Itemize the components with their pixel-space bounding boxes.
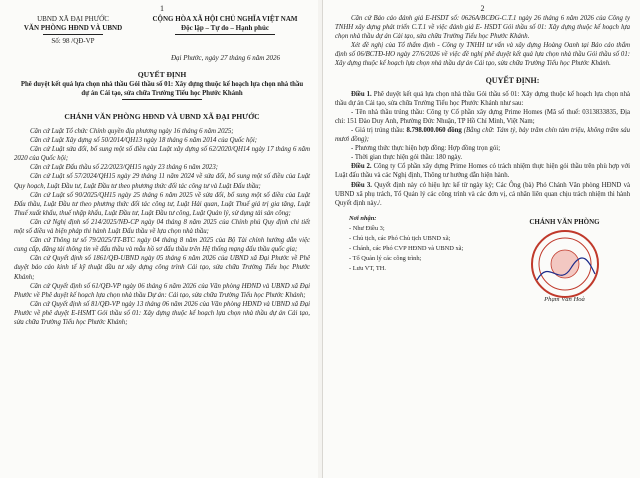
recipient-item: - Như Điều 3; [349,224,385,232]
issuing-authority: CHÁNH VĂN PHÒNG HĐND VÀ UBND XÃ ĐẠI PHƯỚC [64,112,260,121]
page-number: 1 [160,4,164,13]
doc-number: Số: 98 /QĐ-VP [51,37,95,45]
article-3 [335,181,630,208]
article-label: Điều 2. [351,163,372,171]
winner-info: - Tên nhà thầu trúng thầu: Công ty Cổ phần xây dựng Prime Homes (Mã số thuế: 0313833835, Địa chỉ: 151 Đào Duy Anh, Phường Đức Nhuận, TP Hồ Chí Minh, Việt Nam; [335,108,630,125]
article-text: Quyết định này có hiệu lực kể từ ngày ký; Các Ông (bà) Phó Chánh Văn phòng HĐND và UBND xã phụ trách, Tổ Quản lý các công trình và các đơn vị, cá nhân liên quan chịu trách nhiệm thi hành Quyết định này./. [335,181,630,207]
article-1 [335,90,630,108]
recipient-item: - Tổ Quản lý các công trình; [349,254,422,262]
recipient-item: - Chủ tịch, các Phó Chủ tịch UBND xã; [349,234,451,242]
signature-block [335,214,630,303]
legal-basis-item: Căn cứ Luật số 57/2024/QH15 ngày 29 tháng 11 năm 2024 về sửa đổi, bổ sung một số điều của Luật Quy hoạch, Luật Đầu tư, Luật Đầu tư theo phương thức đối tác công tư và Luật Đấu thầu; [14,173,310,190]
motto: Độc lập – Tự do – Hạnh phúc [181,24,269,32]
signer [499,214,630,303]
price-words: (Bằng chữ: Tám tỷ, bảy trăm chín tám triệu, không trăm sáu mươi đồng); [335,126,631,144]
article-text: Công ty Cổ phần xây dựng Prime Homes có trách nhiệm thực hiện gói thầu trên phù hợp với Luật đấu thầu và các Nghị định, Thông tư hướng dẫn hiện hành. [335,163,630,180]
duration: - Thời gian thực hiện gói thầu: 180 ngày. [351,154,463,162]
legal-basis-item: Căn cứ Nghị định số 214/2025/NĐ-CP ngày 04 tháng 8 năm 2025 của Chính phủ Quy định chi tiết một số điều và biện pháp thi hành Luật Đấu thầu về lựa chọn nhà thầu; [14,218,310,236]
recipient-item: - Lưu VT, TH. [349,264,387,272]
legal-basis-item: Căn cứ Luật số 90/2025/QH15 ngày 25 tháng 6 năm 2025 về sửa đổi, bổ sung một số điều của Luật Đấu thầu, Luật Đầu tư theo phương thức đối tác công tư, Luật Hải quan, Luật Thuế giá trị gia tăng, Luật Thuế xuất khẩu, thuế nhập khẩu, Luật Đầu tư, Luật Đầu tư công, Luật Quản lý, sử dụng tài sản công; [14,191,310,217]
contract-price [335,126,630,144]
divider [122,99,202,100]
recipient-item: - Chánh, các Phó CVP HĐND và UBND xã; [349,244,464,252]
recipients [335,214,499,303]
article-label: Điều 1. [351,90,372,98]
org-parent: UBND XÃ ĐẠI PHƯỚC [37,15,109,23]
legal-basis-item: Xét đề nghị của Tổ thẩm định - Công ty TNHH tư vấn và xây dựng Hoàng Oanh tại Báo cáo thẩm định số 06/BCTĐ-HO ngày 27/6/2026 về việc đề nghị phê duyệt kết quả lựa chọn nhà thầu Gói thầu số 01: Xây dựng thuộc kế hoạch lựa chọn nhà thầu dự án Cải tạo, sửa chữa Trường Tiểu học Phước Khánh. [335,42,630,68]
article-text: Phê duyệt kết quả lựa chọn nhà thầu Gói thầu số 01: Xây dựng thuộc kế hoạch lựa chọn nhà thầu dự án Cải tạo, sửa chữa Trường Tiểu học Phước Khánh như sau: [335,90,630,107]
issue-date: Đại Phước, ngày 27 tháng 6 năm 2026 [170,54,280,62]
legal-bases [14,127,310,327]
doc-subject: Phê duyệt kết quả lựa chọn nhà thầu Gói thầu số 01: Xây dựng thuộc kế hoạch lựa chọn nhà thầu dự án Cải tạo, sửa chữa Trường Tiểu học Phước Khánh [20,81,304,97]
signer-name: Phạm Văn Hoà [544,295,585,303]
price-value: 8.798.000.060 đồng [406,126,462,134]
contract-type: - Phương thức thực hiện hợp đồng: Hợp đồng trọn gói; [351,145,501,153]
document-header [14,15,310,46]
legal-basis-item: Căn cứ Báo cáo đánh giá E-HSDT số: 0626A/BCĐG-C.T.1 ngày 26 tháng 6 năm 2026 của Công ty TNHH xây dựng phát triển C.T.1 về việc đánh giá E- HSDT Gói thầu số 01: Xây dựng thuộc kế hoạch lựa chọn nhà thầu dự án Cải tạo, sửa chữa Trường Tiểu học Phước Khánh. [335,15,630,41]
official-seal [529,228,601,300]
article-2 [335,162,630,180]
legal-basis-item: Căn cứ Luật Đấu thầu số 22/2023/QH15 ngày 23 tháng 6 năm 2023; [30,164,218,172]
recipients-title: Nơi nhận: [349,214,377,222]
legal-basis-item: Căn cứ Luật sửa đổi, bổ sung một số điều của Luật xây dựng số 62/2020/QH14 ngày 17 tháng 6 năm 2020 của Quốc hội; [14,146,310,163]
signer-title: CHÁNH VĂN PHÒNG [529,217,600,226]
legal-basis-item: Căn cứ Thông tư số 79/2025/TT-BTC ngày 04 tháng 8 năm 2025 của Bộ Tài chính hướng dẫn việc cung cấp, đăng tải thông tin về đấu thầu và mẫu hồ sơ đấu thầu trên Hệ thống mạng đấu thầu quốc gia; [14,237,310,254]
legal-basis-item: Căn cứ Quyết định số 81/QĐ-VP ngày 13 tháng 06 năm 2026 của Văn phòng HĐND và UBND xã Đại Phước về phê duyệt E-HSMT Gói thầu số 01: Xây dựng thuộc kế hoạch lựa chọn nhà thầu dự án Cải tạo, sửa chữa Trường Tiểu học Phước Khánh; [14,300,310,326]
divider [43,34,103,35]
page-1 [0,0,318,478]
legal-basis-item: Căn cứ Quyết định số 1861/QĐ-UBND ngày 05 tháng 6 năm 2026 của UBND xã Đại Phước về Phê duyệt báo cáo kinh tế kỹ thuật đầu tư xây dựng công trình Cải tạo, sửa chữa Trường Tiểu học Phước Khánh; [14,255,310,281]
legal-bases [335,14,630,69]
price-label: - Giá trị trúng thầu: [351,126,405,134]
decision-heading: QUYẾT ĐỊNH: [485,75,540,85]
page-2 [322,0,640,478]
country-name: CỘNG HÒA XÃ HỘI CHỦ NGHĨA VIỆT NAM [152,15,298,23]
page-number: 2 [480,4,485,13]
doc-type: QUYẾT ĐỊNH [137,70,187,79]
article-label: Điều 3. [351,181,372,189]
legal-basis-item: Căn cứ Luật Tổ chức Chính quyền địa phương ngày 16 tháng 6 năm 2025; [30,128,234,135]
legal-basis-item: Căn cứ Luật Xây dựng số 50/2014/QH13 ngày 18 tháng 6 năm 2014 của Quốc hội; [30,137,257,145]
legal-basis-item: Căn cứ Quyết định số 61/QĐ-VP ngày 06 tháng 6 năm 2026 của Văn phòng HĐND và UBND xã Đại Phước về Phê duyệt kế hoạch lựa chọn nhà thầu Dự án: Cải tạo, sửa chữa Trường Tiểu học Phước Khánh; [14,282,310,299]
seal-graphic [529,228,601,300]
divider [175,34,275,35]
org-name: VĂN PHÒNG HĐND VÀ UBND [23,24,123,32]
